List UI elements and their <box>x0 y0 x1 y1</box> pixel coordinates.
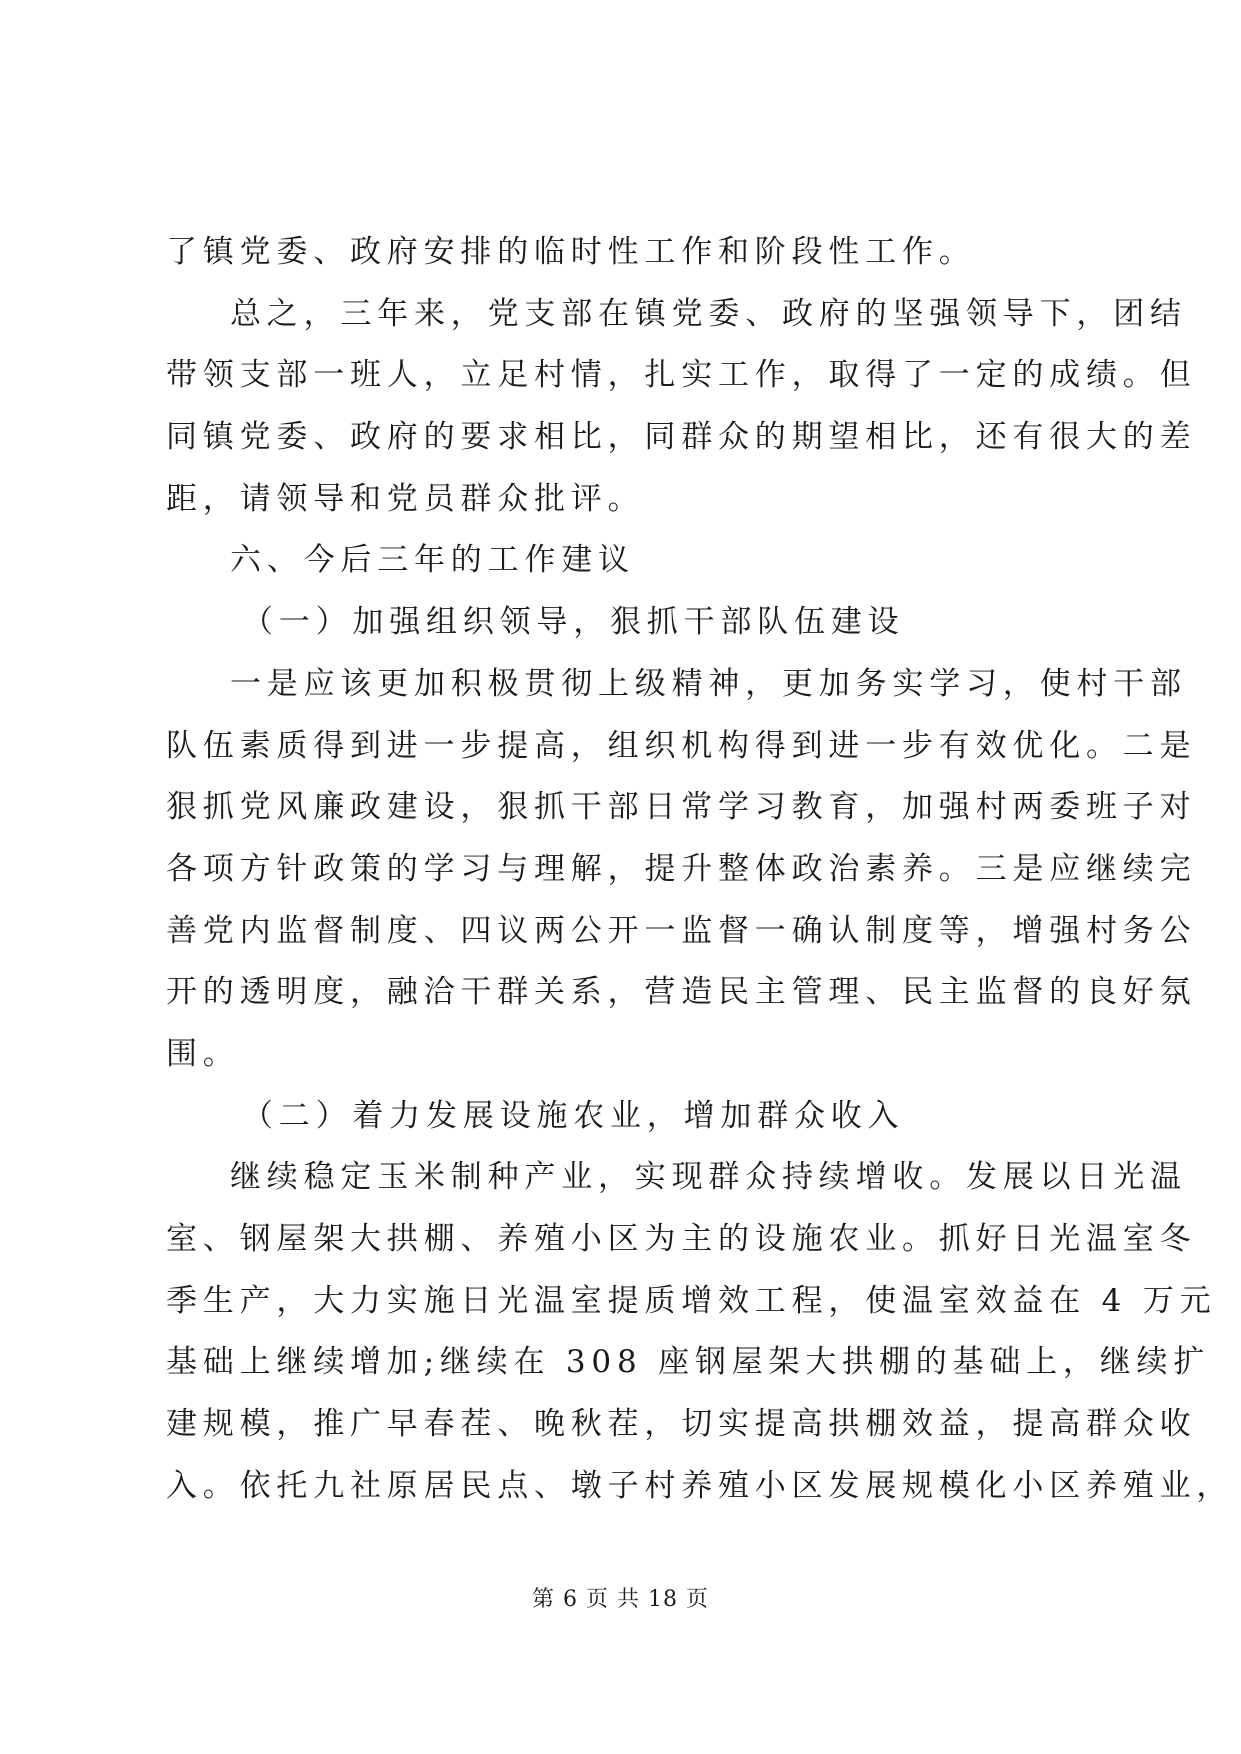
section-heading: 六、今后三年的工作建议 <box>230 542 635 579</box>
text-line: 建规模，推广早春茬、晚秋茬，切实提高拱棚效益，提高群众收 <box>166 1406 1197 1443</box>
text-line: 狠抓党风廉政建设，狠抓干部日常学习教育，加强村两委班子对 <box>166 789 1197 826</box>
text-line: 队伍素质得到进一步提高，组织机构得到进一步有效优化。二是 <box>166 727 1197 764</box>
document-body <box>166 222 1234 1517</box>
text-line: 基础上继续增加;继续在 308 座钢屋架大拱棚的基础上，继续扩 <box>166 1344 1211 1381</box>
text-line: 了镇党委、政府安排的临时性工作和阶段性工作。 <box>166 234 976 270</box>
text-line: 距，请领导和党员群众批评。 <box>166 480 645 517</box>
text-line: 善党内监督制度、四议两公开一监督一确认制度等，增强村务公 <box>166 912 1197 949</box>
paragraph-summary-start: 总之，三年来，党支部在镇党委、政府的坚强领导下，团结 <box>230 295 1187 332</box>
text-line: 入。依托九社原居民点、墩子村养殖小区发展规模化小区养殖业， <box>166 1467 1234 1504</box>
text-line: 室、钢屋架大拱棚、养殖小区为主的设施农业。抓好日光温室冬 <box>166 1221 1197 1257</box>
text-line: 季生产，大力实施日光温室提质增效工程，使温室效益在 4 万元 <box>166 1282 1217 1319</box>
text-line: 带领支部一班人，立足村情，扎实工作，取得了一定的成绩。但 <box>166 357 1197 394</box>
subsection-heading-2: （二）着力发展设施农业，增加群众收入 <box>242 1097 905 1134</box>
paragraph-1-start: 一是应该更加积极贯彻上级精神，更加务实学习，使村干部 <box>230 665 1187 702</box>
text-line: 开的透明度，融洽干群关系，营造民主管理、民主监督的良好氛 <box>166 974 1197 1011</box>
subsection-heading-1: （一）加强组织领导，狠抓干部队伍建设 <box>242 604 905 641</box>
text-line: 各项方针政策的学习与理解，提升整体政治素养。三是应继续完 <box>166 850 1197 887</box>
text-line: 围。 <box>166 1035 240 1072</box>
paragraph-2-start: 继续稳定玉米制种产业，实现群众持续增收。发展以日光温 <box>230 1159 1187 1196</box>
page-number-footer: 第 6 页 共 18 页 <box>532 1587 709 1612</box>
text-line: 同镇党委、政府的要求相比，同群众的期望相比，还有很大的差 <box>166 419 1197 456</box>
